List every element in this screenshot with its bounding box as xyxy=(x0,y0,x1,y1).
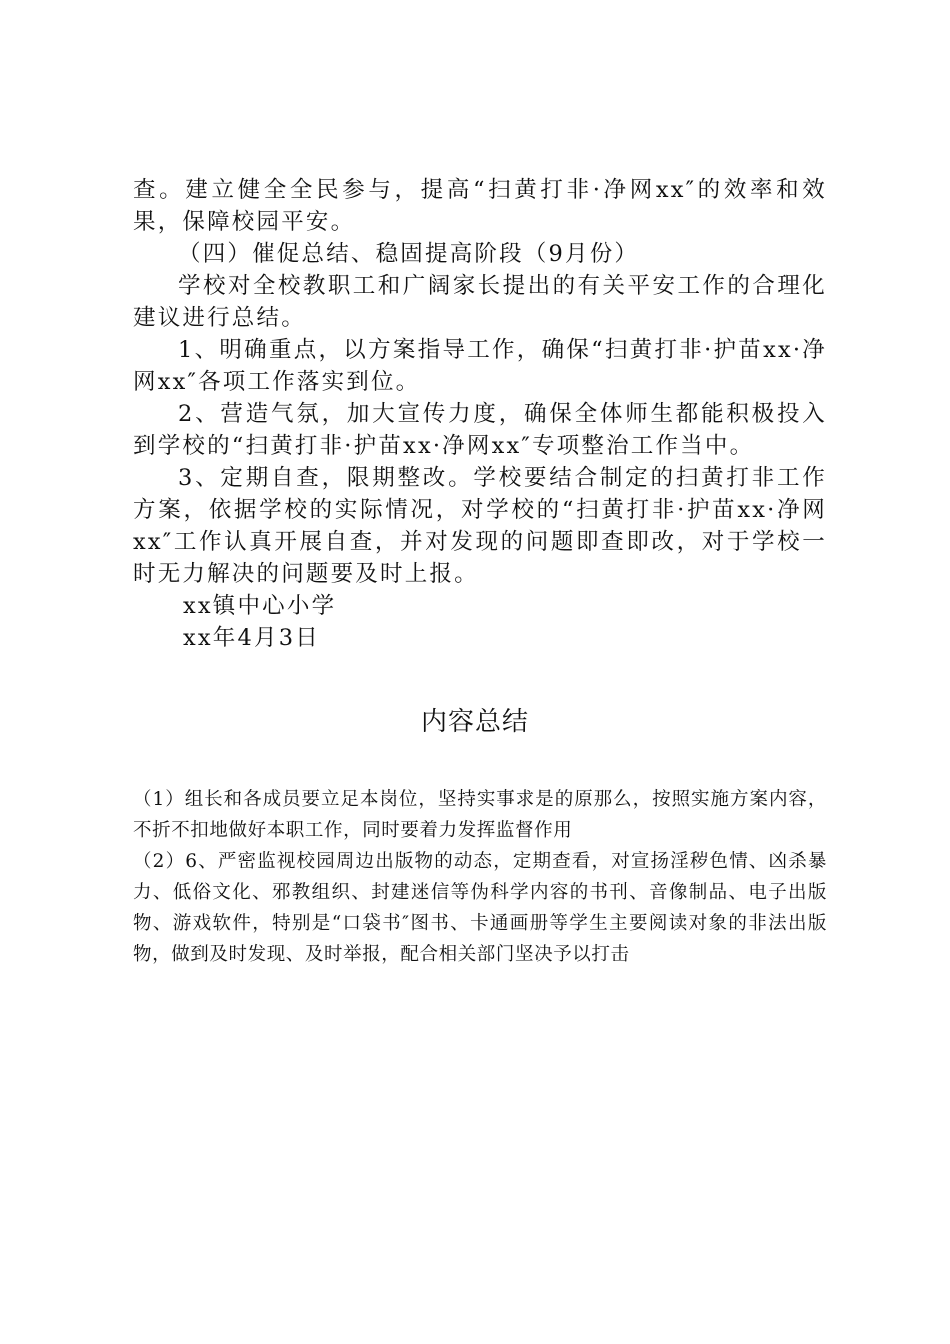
summary-item-1: （1）组长和各成员要立足本岗位，坚持实事求是的原那么，按照实施方案内容，不折不扣地做好本职工作，同时要着力发挥监督作用 xyxy=(133,789,827,841)
signature-organization: xx镇中心小学 xyxy=(183,593,337,619)
summary-body xyxy=(133,784,827,970)
paragraph-item-3: 3、定期自查，限期整改。学校要结合制定的扫黄打非工作方案，依据学校的实际情况，对学校的“扫黄打非·护苗xx·净网xx″工作认真开展自查，并对发现的问题即查即改，对于学校一时无力解决的问题要及时上报。 xyxy=(133,465,827,587)
paragraph-item-2: 2、营造气氛，加大宣传力度，确保全体师生都能积极投入到学校的“扫黄打非·护苗xx·净网xx″专项整治工作当中。 xyxy=(133,401,827,459)
section-heading-four: （四）催促总结、稳固提高阶段（9月份） xyxy=(178,241,640,267)
paragraph-continuation: 查。建立健全全民参与，提高“扫黄打非·净网xx″的效率和效果，保障校园平安。 xyxy=(133,177,827,235)
document-body xyxy=(133,174,827,654)
paragraph-summary-intro: 学校对全校教职工和广阔家长提出的有关平安工作的合理化建议进行总结。 xyxy=(133,273,827,331)
summary-title: 内容总结 xyxy=(420,707,529,737)
paragraph-item-1: 1、明确重点，以方案指导工作，确保“扫黄打非·护苗xx·净网xx″各项工作落实到位。 xyxy=(133,337,827,395)
summary-item-2: （2）6、严密监视校园周边出版物的动态，定期查看，对宣扬淫秽色情、凶杀暴力、低俗文化、邪教组织、封建迷信等伪科学内容的书刊、音像制品、电子出版物、游戏软件，特别是“口袋书″图书、卡通画册等学生主要阅读对象的非法出版物，做到及时发现、及时举报，配合相关部门坚决予以打击 xyxy=(133,851,827,965)
signature-date: xx年4月3日 xyxy=(183,625,320,651)
